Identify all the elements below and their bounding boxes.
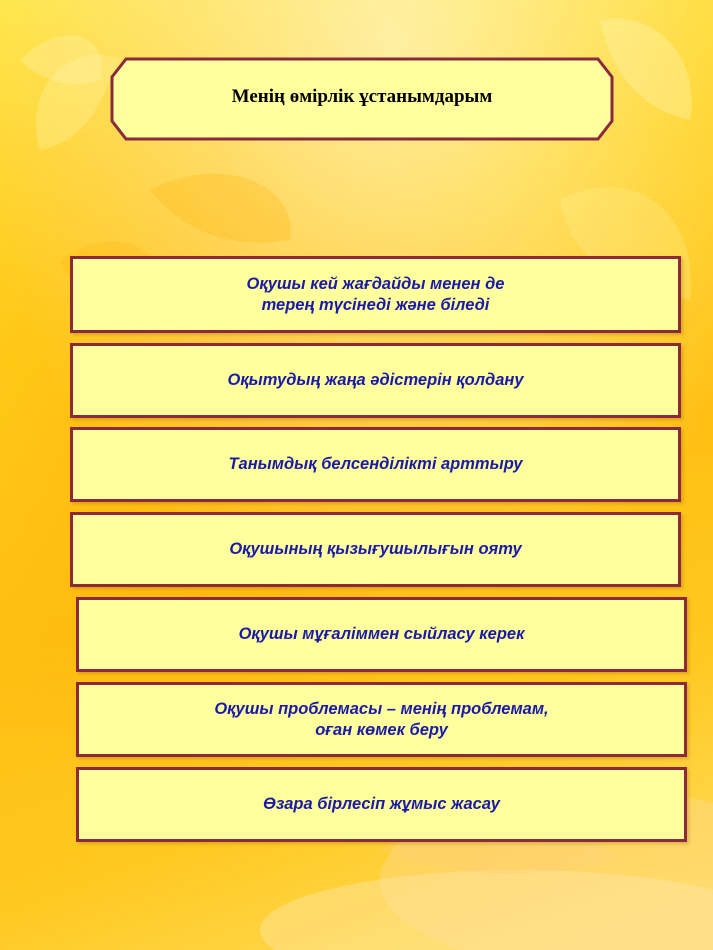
principle-box-5 xyxy=(76,597,687,672)
principle-text: Танымдық белсенділікті арттыру xyxy=(228,455,523,473)
principle-text: Оқушы проблемасы – менің проблемам, xyxy=(214,699,549,718)
page-title: Менің өмірлік ұстанымдарым xyxy=(231,86,493,107)
principle-box-3 xyxy=(70,427,681,502)
principle-text: терең түсінеді және біледі xyxy=(261,295,490,314)
principle-text: оған көмек беру xyxy=(315,720,448,739)
principle-text: Оқушы кей жағдайды менен де xyxy=(246,274,505,293)
principle-text: Оқушының қызығушылығын ояту xyxy=(229,540,522,558)
principle-box-2 xyxy=(70,343,681,418)
principle-text: Оқытудың жаңа әдістерін қолдану xyxy=(227,371,524,389)
principle-text: Оқушы мұғаліммен сыйласу керек xyxy=(238,625,525,643)
principle-box-6 xyxy=(76,682,687,757)
principle-box-1 xyxy=(70,256,681,333)
principle-box-4 xyxy=(70,512,681,587)
principle-text: Өзара бірлесіп жұмыс жасау xyxy=(262,795,500,813)
title-box xyxy=(110,57,614,141)
principle-box-7 xyxy=(76,767,687,842)
